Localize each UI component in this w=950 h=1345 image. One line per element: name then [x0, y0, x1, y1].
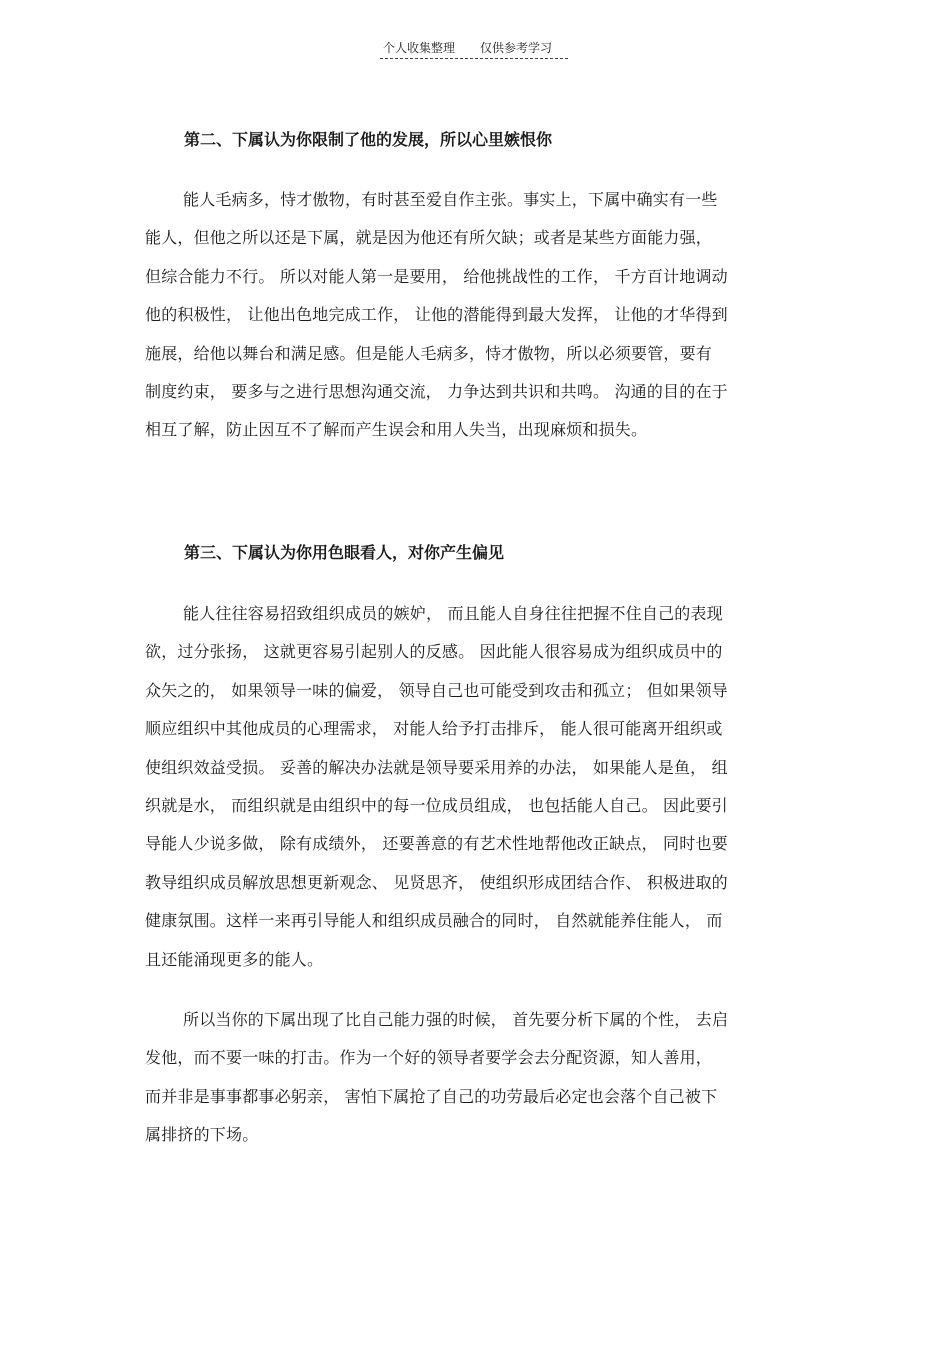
paragraph-line: 顺应组织中其他成员的心理需求， 对能人给予打击排斥， 能人很可能离开组织或: [145, 719, 723, 739]
paragraph-line: 施展，给他以舞台和满足感。但是能人毛病多，恃才傲物，所以必须要管，要有: [145, 343, 713, 363]
paragraph-line: 欲，过分张扬， 这就更容易引起别人的反感。 因此能人很容易成为组织成员中的: [145, 642, 723, 662]
paragraph-line: 能人，但他之所以还是下属，就是因为他还有所欠缺；或者是某些方面能力强，: [145, 228, 713, 248]
paragraph-line: 相互了解，防止因互不了解而产生误会和用人失当，出现麻烦和损失。: [145, 420, 648, 440]
paragraph-line: 属排挤的下场。: [145, 1125, 259, 1145]
section3-heading: 第三、下属认为你用色眼看人，对你产生偏见: [184, 543, 505, 562]
paragraph-line: 织就是水， 而组织就是由组织中的每一位成员组成， 也包括能人自己。 因此要引: [145, 796, 728, 816]
paragraph-line: 能人往往容易招致组织成员的嫉妒， 而且能人自身往往把握不住自己的表现: [183, 604, 723, 623]
paragraph-line: 使组织效益受损。 妥善的解决办法就是领导要采用养的办法， 如果能人是鱼， 组: [145, 757, 728, 777]
paragraph-line: 能人毛病多，恃才傲物，有时甚至爱自作主张。事实上，下属中确实有一些: [183, 190, 718, 209]
section2-heading: 第二、下属认为你限制了他的发展，所以心里嫉恨你: [184, 130, 553, 149]
paragraph-line: 他的积极性， 让他出色地完成工作， 让他的潜能得到最大发挥， 让他的才华得到: [145, 305, 728, 325]
header-right-text: 仅供参考学习: [480, 41, 553, 55]
conclusion-paragraph: [145, 1001, 807, 1155]
section2-paragraph: [145, 181, 807, 450]
paragraph-line: 制度约束， 要多与之进行思想沟通交流， 力争达到共识和共鸣。 沟通的目的在于: [145, 382, 728, 402]
paragraph-line: 健康氛围。这样一来再引导能人和组织成员融合的同时， 自然就能养住能人， 而: [145, 911, 723, 931]
section3-paragraph: [145, 595, 807, 979]
paragraph-line: 但综合能力不行。 所以对能人第一是要用， 给他挑战性的工作， 千方百计地调动: [145, 266, 728, 286]
header-underline: [380, 58, 568, 59]
paragraph-line: 众矢之的， 如果领导一味的偏爱， 领导自己也可能受到攻击和孤立； 但如果领导: [145, 680, 728, 700]
paragraph-line: 且还能涌现更多的能人。: [145, 949, 324, 969]
paragraph-line: 发他，而不要一味的打击。作为一个好的领导者要学会去分配资源，知人善用，: [145, 1048, 713, 1068]
paragraph-line: 导能人少说多做， 除有成绩外， 还要善意的有艺术性地帮他改正缺点， 同时也要: [145, 834, 728, 854]
page-header: [380, 40, 570, 60]
paragraph-line: 而并非是事事都事必躬亲， 害怕下属抢了自己的功劳最后必定也会落个自己被下: [145, 1086, 718, 1106]
header-left-text: 个人收集整理: [383, 41, 456, 55]
paragraph-line: 教导组织成员解放思想更新观念、 见贤思齐， 使组织形成团结合作、 积极进取的: [145, 872, 728, 892]
paragraph-line: 所以当你的下属出现了比自己能力强的时候， 首先要分析下属的个性， 去启: [183, 1010, 729, 1029]
